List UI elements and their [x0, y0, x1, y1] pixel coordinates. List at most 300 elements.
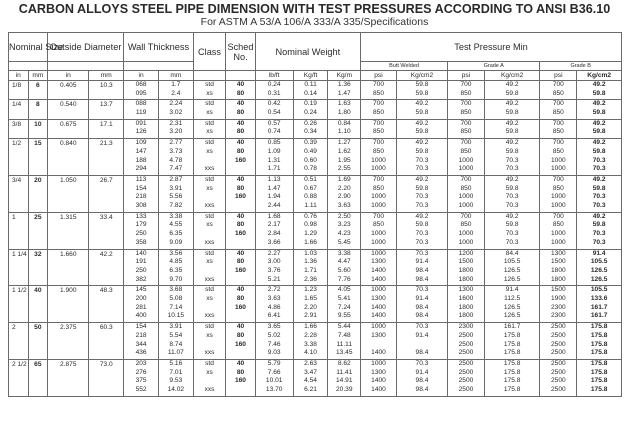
cell-value: 6.41 — [267, 312, 281, 320]
stacked-cell — [193, 359, 226, 396]
cell-value: 11.11 — [336, 340, 353, 348]
cell-value: 49.2 — [505, 100, 519, 108]
cell-value: 14.02 — [167, 386, 185, 394]
cell-value: 59.8 — [592, 184, 606, 192]
cell-value: 1.36 — [304, 258, 317, 266]
cell-value: 7.46 — [267, 340, 281, 348]
unit-header-cell: Kg/ft — [293, 71, 328, 81]
stacked-cell — [577, 359, 622, 396]
outside-diameter-in: 0.840 — [48, 139, 89, 176]
cell-value: 700 — [460, 212, 472, 220]
cell-value: 1.13 — [267, 175, 281, 183]
cell-value: xxs — [204, 275, 215, 283]
stacked-cell — [124, 119, 159, 138]
table-row — [9, 286, 622, 323]
stacked-cell — [226, 323, 255, 360]
stacked-cell — [484, 175, 539, 212]
cell-value: 2.63 — [304, 359, 317, 367]
stacked-cell — [361, 323, 397, 360]
cell-value: 2.72 — [267, 286, 281, 294]
cell-value: 1.31 — [267, 156, 281, 164]
cell-value: 5.02 — [267, 331, 281, 339]
unit-header-cell — [193, 71, 226, 81]
cell-value: 1200 — [458, 249, 474, 257]
outside-diameter-in: 0.675 — [48, 119, 89, 138]
cell-value: 70.3 — [415, 323, 429, 331]
cell-value: 40 — [236, 139, 245, 147]
nominal-size-in: 2 1/2 — [9, 359, 29, 396]
cell-value: 84.4 — [505, 249, 519, 257]
cell-value: 308 — [135, 202, 147, 210]
stacked-cell — [540, 212, 577, 249]
stacked-cell — [293, 81, 328, 100]
cell-value: 11.07 — [167, 349, 184, 357]
cell-value: 850 — [552, 128, 564, 136]
stacked-cell — [361, 212, 397, 249]
cell-value: 2500 — [550, 359, 566, 367]
cell-value: 59.8 — [592, 147, 606, 155]
cell-value — [226, 202, 254, 211]
cell-value: 7.66 — [267, 368, 281, 376]
cell-value: 1.65 — [304, 295, 317, 303]
nominal-size-in: 1 — [9, 212, 29, 249]
cell-value: 175.8 — [590, 359, 608, 367]
cell-value: 0.14 — [304, 89, 317, 97]
cell-value: 850 — [460, 221, 472, 229]
outside-diameter-in: 2.875 — [48, 359, 89, 396]
cell-value: 40 — [236, 323, 245, 331]
cell-value: 1000 — [550, 165, 566, 173]
stacked-cell — [293, 323, 328, 360]
cell-value: 850 — [372, 89, 384, 97]
cell-value: 175.8 — [503, 359, 521, 367]
cell-value: 0.31 — [267, 89, 281, 97]
cell-value — [194, 267, 226, 276]
cell-value: 91.4 — [415, 295, 429, 303]
stacked-cell — [484, 323, 539, 360]
stacked-cell — [328, 212, 361, 249]
cell-value: 4.86 — [267, 303, 281, 311]
nominal-size-mm: 65 — [28, 359, 48, 396]
outside-diameter-in: 1.660 — [48, 249, 89, 286]
cell-value: 9.09 — [169, 238, 183, 246]
cell-value: 70.3 — [592, 156, 606, 164]
cell-value: 5.45 — [337, 238, 351, 246]
cell-value: 1.71 — [267, 165, 281, 173]
stacked-cell — [328, 139, 361, 176]
cell-value: 175.8 — [590, 349, 608, 357]
cell-value: 1600 — [458, 295, 474, 303]
cell-value: 0.24 — [304, 109, 317, 117]
stacked-cell — [361, 286, 397, 323]
table-row — [9, 139, 622, 176]
cell-value: 80 — [236, 184, 245, 192]
stacked-cell — [577, 81, 622, 100]
stacked-cell — [396, 323, 447, 360]
outside-diameter-mm: 33.4 — [89, 212, 124, 249]
stacked-cell — [226, 359, 255, 396]
cell-value: std — [205, 359, 214, 367]
cell-value: 6.35 — [169, 266, 183, 274]
cell-value: 1000 — [550, 202, 566, 210]
cell-value: 0.11 — [304, 81, 317, 88]
cell-value: 179 — [135, 221, 147, 229]
cell-value: 49.2 — [592, 212, 606, 220]
stacked-cell — [484, 119, 539, 138]
stacked-cell — [193, 286, 226, 323]
cell-value: 91.4 — [415, 368, 429, 376]
cell-value: 161.7 — [590, 303, 608, 311]
cell-value: 1000 — [550, 238, 566, 246]
stacked-cell — [361, 100, 397, 119]
cell-value: 2.4 — [171, 89, 181, 97]
cell-value: 850 — [552, 109, 564, 117]
cell-value: 1.36 — [337, 81, 351, 88]
cell-value: 1400 — [371, 275, 386, 283]
cell-value: 088 — [135, 100, 147, 108]
outside-diameter-mm: 10.3 — [89, 81, 124, 100]
cell-value: 850 — [372, 184, 384, 192]
cell-value: 850 — [460, 89, 472, 97]
cell-value: 2500 — [458, 359, 474, 367]
cell-value: 1800 — [458, 266, 474, 274]
cell-value: 0.88 — [304, 193, 317, 201]
stacked-cell — [193, 119, 226, 138]
cell-value: 436 — [135, 349, 147, 357]
cell-value: 4.23 — [337, 230, 351, 238]
cell-value: 161.7 — [590, 312, 608, 320]
cell-value: 0.57 — [267, 119, 281, 127]
cell-value: 2500 — [458, 349, 474, 357]
cell-value: 6.35 — [169, 230, 183, 238]
cell-value: 1.03 — [304, 249, 317, 257]
cell-value: 700 — [460, 81, 472, 88]
cell-value: 2.87 — [169, 175, 183, 183]
cell-value: 70.3 — [415, 156, 429, 164]
cell-value: 40 — [236, 249, 245, 257]
outside-diameter-mm: 21.3 — [89, 139, 124, 176]
cell-value: 1000 — [458, 156, 474, 164]
stacked-cell — [540, 249, 577, 286]
cell-value: 1.63 — [337, 100, 351, 108]
cell-value: 59.8 — [415, 89, 429, 97]
cell-value: 1.69 — [337, 175, 351, 183]
cell-value: 1300 — [458, 286, 474, 294]
cell-value: 175.8 — [503, 368, 521, 376]
cell-value: 188 — [135, 156, 147, 164]
cell-value: 80 — [236, 368, 245, 376]
cell-value: 3.73 — [169, 147, 183, 155]
cell-value: 4.54 — [304, 377, 317, 385]
stacked-cell — [226, 212, 255, 249]
cell-value: 2500 — [458, 386, 474, 394]
cell-value: 126.5 — [503, 266, 521, 274]
cell-value: 98.4 — [415, 349, 429, 357]
stacked-cell — [226, 286, 255, 323]
stacked-cell — [158, 139, 193, 176]
cell-value: 40 — [236, 359, 245, 367]
cell-value: 126.5 — [503, 303, 521, 311]
stacked-cell — [396, 359, 447, 396]
cell-value: 0.34 — [304, 128, 317, 136]
stacked-cell — [124, 81, 159, 100]
cell-value: 1.66 — [304, 238, 317, 246]
cell-value: 59.8 — [505, 147, 519, 155]
cell-value: std — [205, 139, 214, 147]
cell-value: 49.2 — [505, 81, 519, 88]
cell-value: 7.14 — [169, 303, 183, 311]
cell-value: 2.28 — [304, 331, 317, 339]
header-test-pressure: Test Pressure Min — [361, 33, 622, 62]
cell-value: 344 — [135, 340, 147, 348]
cell-value: 1.09 — [267, 147, 281, 155]
nominal-size-mm: 32 — [28, 249, 48, 286]
cell-value: 2.20 — [304, 303, 317, 311]
cell-value: 4.85 — [169, 258, 183, 266]
cell-value: 80 — [236, 258, 245, 266]
cell-value: 80 — [236, 89, 245, 97]
unit-header-cell: lb/ft — [255, 71, 293, 81]
cell-value: 1500 — [458, 258, 474, 266]
cell-value: 1000 — [371, 193, 386, 201]
stacked-cell — [255, 175, 293, 212]
nominal-size-in: 1 1/4 — [9, 249, 29, 286]
cell-value: 2.31 — [169, 119, 183, 127]
cell-value: 276 — [135, 368, 147, 376]
outside-diameter-mm: 17.1 — [89, 119, 124, 138]
cell-value: 160 — [234, 303, 246, 311]
cell-value: 4.47 — [337, 258, 351, 266]
cell-value: 5.16 — [169, 359, 183, 367]
cell-value: 2.27 — [267, 249, 281, 257]
stacked-cell — [577, 175, 622, 212]
stacked-cell — [484, 81, 539, 100]
cell-value: 1500 — [550, 258, 566, 266]
cell-value: 105.5 — [590, 286, 608, 294]
stacked-cell — [484, 100, 539, 119]
cell-value: 70.3 — [415, 202, 429, 210]
cell-value: 1.29 — [304, 230, 317, 238]
cell-value: 140 — [135, 249, 147, 257]
cell-value: xs — [206, 295, 213, 303]
cell-value: 40 — [236, 100, 245, 108]
cell-value: 126.5 — [503, 275, 521, 283]
stacked-cell — [193, 100, 226, 119]
stacked-cell — [193, 81, 226, 100]
cell-value: 7.82 — [169, 202, 183, 210]
nominal-size-in: 3/4 — [9, 175, 29, 212]
stacked-cell — [226, 100, 255, 119]
cell-value: 40 — [236, 175, 245, 183]
unit-header-cell: Kg/m — [328, 71, 361, 81]
cell-value: 80 — [236, 331, 245, 339]
stacked-cell — [448, 119, 485, 138]
stacked-cell — [448, 175, 485, 212]
cell-value: 70.3 — [592, 165, 606, 173]
stacked-cell — [577, 212, 622, 249]
cell-value: 160 — [234, 377, 246, 385]
stacked-cell — [328, 286, 361, 323]
cell-value: 175.8 — [590, 377, 608, 385]
cell-value: 1000 — [371, 230, 386, 238]
unit-header-cell: in — [48, 71, 89, 81]
cell-value: 3.23 — [337, 221, 351, 229]
cell-value: 7.24 — [337, 303, 351, 311]
stacked-cell — [293, 175, 328, 212]
cell-value: 59.8 — [505, 128, 519, 136]
cell-value: 1000 — [458, 230, 474, 238]
cell-value: 1500 — [550, 286, 566, 294]
stacked-cell — [328, 359, 361, 396]
table-row — [9, 119, 622, 138]
cell-value: 1.11 — [304, 202, 317, 210]
stacked-cell — [540, 359, 577, 396]
cell-value: 49.2 — [592, 119, 606, 127]
cell-value: 59.8 — [415, 221, 429, 229]
cell-value: 160 — [234, 230, 246, 238]
cell-value: 4.05 — [337, 286, 351, 294]
stacked-cell — [328, 119, 361, 138]
cell-value: 700 — [372, 175, 384, 183]
cell-value: 0.54 — [267, 109, 281, 117]
cell-value: 98.4 — [415, 386, 429, 394]
cell-value: 850 — [372, 128, 384, 136]
cell-value: xxs — [204, 349, 215, 357]
cell-value: 1000 — [458, 238, 474, 246]
cell-value: 2.50 — [337, 212, 351, 220]
stacked-cell — [293, 359, 328, 396]
cell-value: 9.55 — [337, 312, 351, 320]
cell-value: 70.3 — [415, 165, 429, 173]
cell-value: std — [205, 175, 214, 183]
nominal-size-mm: 40 — [28, 286, 48, 323]
cell-value: 1000 — [458, 202, 474, 210]
stacked-cell — [396, 212, 447, 249]
stacked-cell — [361, 119, 397, 138]
cell-value: 147 — [135, 147, 147, 155]
cell-value: xxs — [204, 312, 215, 320]
stacked-cell — [255, 212, 293, 249]
stacked-cell — [293, 286, 328, 323]
cell-value: 160 — [234, 193, 246, 201]
stacked-cell — [226, 249, 255, 286]
cell-value: 91.4 — [592, 249, 606, 257]
cell-value: 59.8 — [592, 128, 606, 136]
cell-value: 59.8 — [415, 109, 429, 117]
cell-value: 3.66 — [267, 238, 281, 246]
stacked-cell — [193, 249, 226, 286]
cell-value: 218 — [135, 193, 147, 201]
cell-value: 8.74 — [169, 340, 183, 348]
cell-value: xxs — [204, 238, 215, 246]
cell-value: 80 — [236, 295, 245, 303]
stacked-cell — [255, 359, 293, 396]
cell-value: 9.03 — [267, 349, 281, 357]
cell-value: 375 — [135, 377, 147, 385]
cell-value: 1800 — [458, 303, 474, 311]
stacked-cell — [577, 139, 622, 176]
cell-value: 850 — [372, 147, 384, 155]
stacked-cell — [577, 119, 622, 138]
stacked-cell — [361, 249, 397, 286]
table-row — [9, 249, 622, 286]
stacked-cell — [255, 81, 293, 100]
cell-value: 10.15 — [167, 312, 185, 320]
cell-value: 1.7 — [171, 81, 181, 88]
cell-value: 98.4 — [415, 275, 429, 283]
cell-value: 3.56 — [169, 249, 183, 257]
outside-diameter-in: 1.050 — [48, 175, 89, 212]
cell-value: std — [205, 286, 214, 294]
cell-value: std — [205, 81, 214, 88]
stacked-cell — [361, 359, 397, 396]
table-row — [9, 212, 622, 249]
nominal-size-mm: 25 — [28, 212, 48, 249]
stacked-cell — [577, 286, 622, 323]
cell-value: 850 — [460, 109, 472, 117]
cell-value: 49.2 — [415, 119, 429, 127]
stacked-cell — [293, 100, 328, 119]
unit-header-cell: in — [124, 71, 159, 81]
cell-value — [226, 349, 254, 358]
stacked-cell — [124, 139, 159, 176]
cell-value: 2.84 — [267, 230, 281, 238]
stacked-cell — [484, 286, 539, 323]
cell-value: 160 — [234, 340, 246, 348]
table-row — [9, 100, 622, 119]
nominal-size-in: 1/4 — [9, 100, 29, 119]
stacked-cell — [328, 81, 361, 100]
header-grade-b: Grade B — [540, 62, 622, 71]
cell-value: 700 — [372, 139, 384, 147]
unit-header-cell: mm — [158, 71, 193, 81]
cell-value: 49.2 — [415, 100, 429, 108]
header-nominal-size: Nominal Size — [9, 33, 48, 62]
cell-value: 2300 — [550, 312, 566, 320]
cell-value — [226, 165, 254, 174]
cell-value: 70.3 — [505, 156, 519, 164]
unit-header-cell: mm — [89, 71, 124, 81]
stacked-cell — [226, 119, 255, 138]
stacked-cell — [448, 323, 485, 360]
cell-value: 80 — [236, 147, 245, 155]
outside-diameter-mm: 13.7 — [89, 100, 124, 119]
cell-value: 200 — [135, 295, 147, 303]
cell-value: 850 — [460, 184, 472, 192]
cell-value: xs — [206, 89, 213, 97]
cell-value: 1.68 — [267, 212, 281, 220]
cell-value: 5.41 — [337, 295, 351, 303]
cell-value: 5.54 — [169, 331, 183, 339]
cell-value: xs — [206, 128, 213, 136]
cell-value: 98.4 — [415, 266, 429, 274]
stacked-cell — [448, 286, 485, 323]
cell-value: 0.49 — [304, 147, 317, 155]
cell-value: 1800 — [458, 312, 474, 320]
cell-value: 91.4 — [415, 331, 429, 339]
cell-value: 2500 — [550, 340, 566, 348]
cell-value: 70.3 — [505, 193, 519, 201]
cell-value: 175.8 — [590, 323, 608, 331]
cell-value: 175.8 — [590, 340, 608, 348]
cell-value: 175.8 — [503, 340, 521, 348]
cell-value: 49.2 — [592, 81, 606, 88]
outside-diameter-mm: 60.3 — [89, 323, 124, 360]
cell-value: 0.42 — [267, 100, 281, 108]
nominal-size-mm: 6 — [28, 81, 48, 100]
nominal-size-mm: 15 — [28, 139, 48, 176]
cell-value: 068 — [135, 81, 147, 88]
